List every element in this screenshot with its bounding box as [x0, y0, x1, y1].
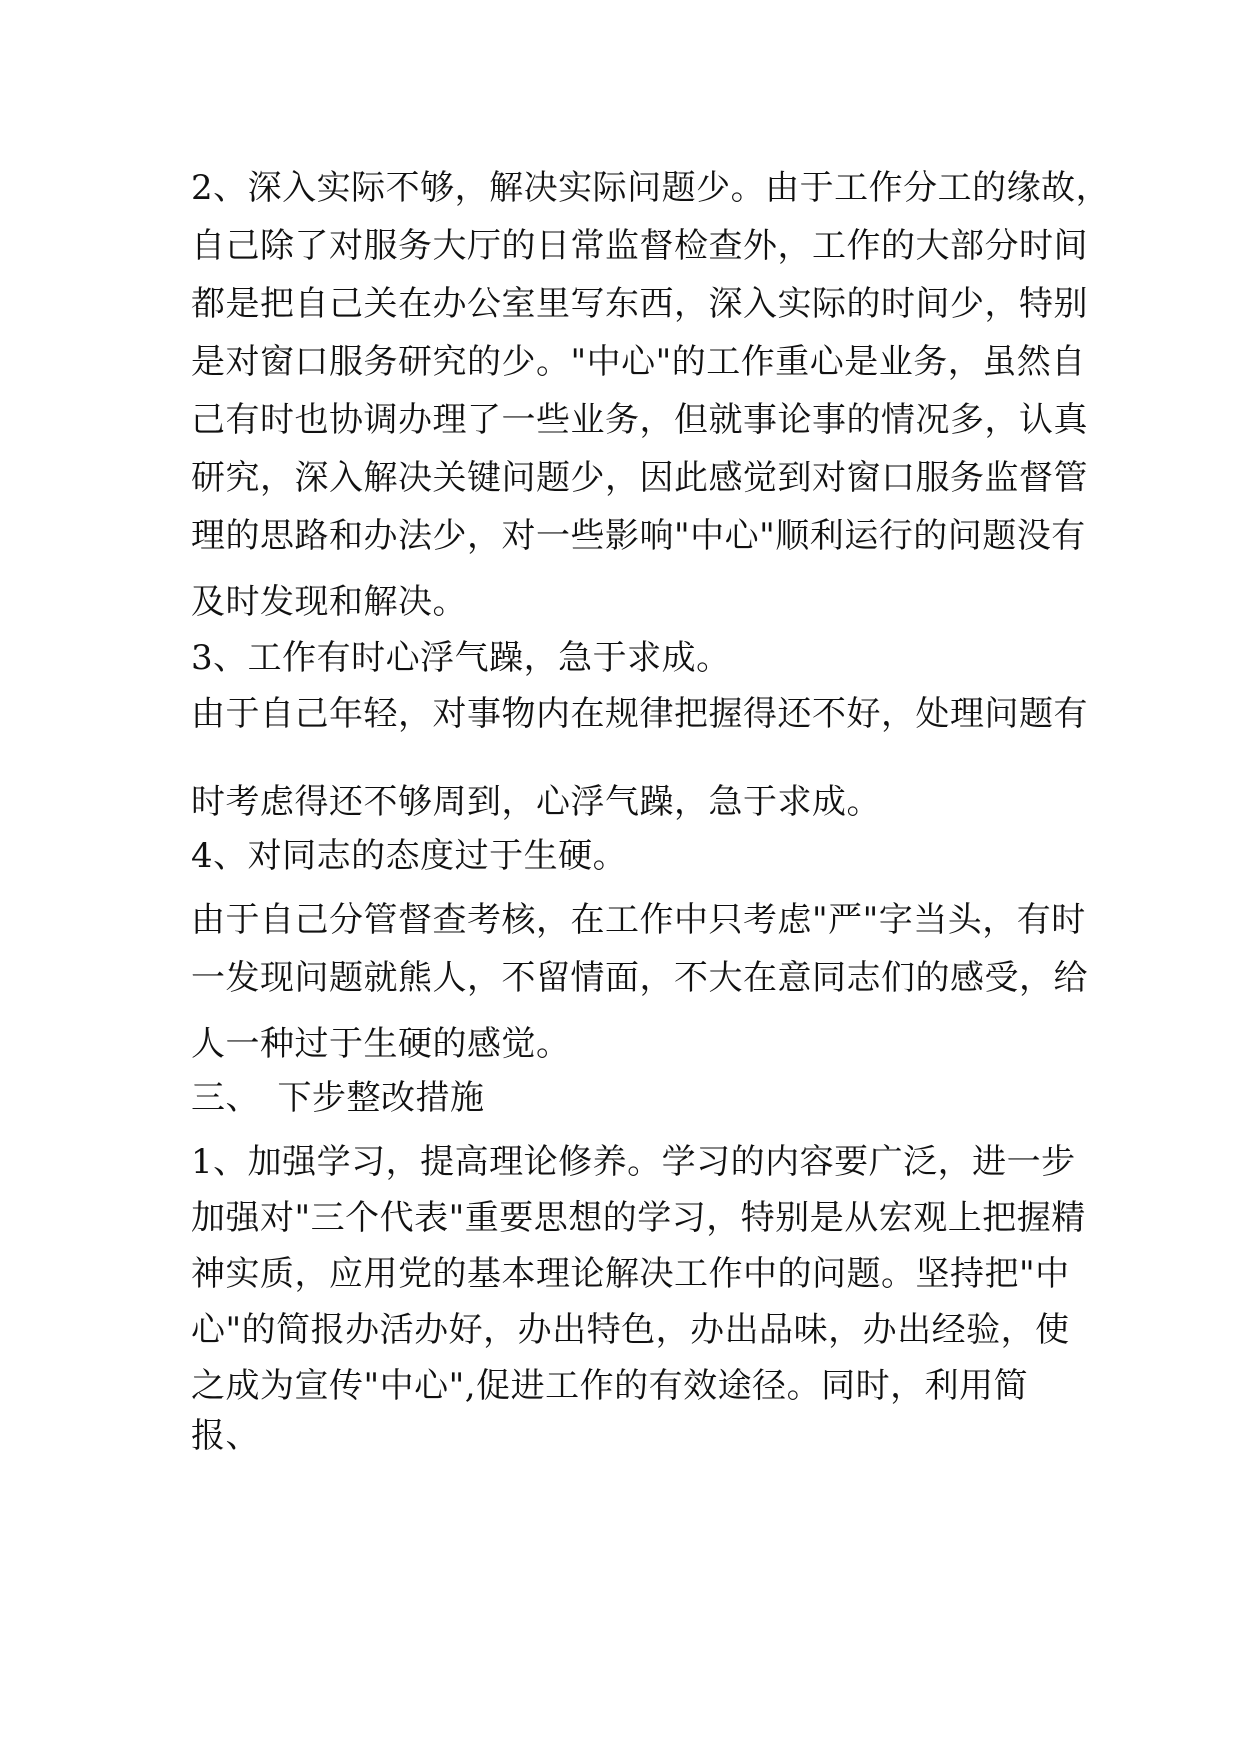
paragraph-line: 1、加强学习，提高理论修养。学习的内容要广泛，进一步 [191, 1142, 1076, 1182]
paragraph-line: 理的思路和办法少，对一些影响"中心"顺利运行的问题没有 [191, 516, 1086, 556]
paragraph-line: 心"的简报办活办好，办出特色，办出品味，办出经验，使 [191, 1310, 1070, 1350]
section-heading: 3、工作有时心浮气躁，急于求成。 [191, 638, 731, 678]
paragraph-line: 自己除了对服务大厅的日常监督检查外，工作的大部分时间 [191, 226, 1088, 266]
paragraph-line: 都是把自己关在办公室里写东西，深入实际的时间少，特别 [191, 284, 1088, 324]
paragraph-line: 己有时也协调办理了一些业务，但就事论事的情况多，认真 [191, 400, 1088, 440]
paragraph-line: 是对窗口服务研究的少。"中心"的工作重心是业务，虽然自 [191, 342, 1086, 382]
paragraph-line: 一发现问题就熊人，不留情面，不大在意同志们的感受，给 [191, 958, 1088, 998]
paragraph-line: 2、深入实际不够，解决实际问题少。由于工作分工的缘故， [191, 168, 1111, 208]
paragraph-line: 由于自己分管督查考核，在工作中只考虑"严"字当头，有时 [191, 900, 1086, 940]
section-heading: 三、 下步整改措施 [191, 1078, 485, 1118]
paragraph-line: 神实质，应用党的基本理论解决工作中的问题。坚持把"中 [191, 1254, 1070, 1294]
paragraph-line: 及时发现和解决。 [191, 582, 467, 622]
section-heading: 4、对同志的态度过于生硬。 [191, 836, 628, 876]
paragraph-line: 报、 [191, 1416, 260, 1456]
paragraph-line: 之成为宣传"中心",促进工作的有效途径。同时，利用简 [191, 1366, 1029, 1406]
paragraph-line: 时考虑得还不够周到，心浮气躁，急于求成。 [191, 782, 881, 822]
paragraph-line: 研究，深入解决关键问题少，因此感觉到对窗口服务监督管 [191, 458, 1088, 498]
paragraph-line: 人一种过于生硬的感觉。 [191, 1024, 571, 1064]
paragraph-line: 加强对"三个代表"重要思想的学习，特别是从宏观上把握精 [191, 1198, 1086, 1238]
paragraph-line: 由于自己年轻，对事物内在规律把握得还不好，处理问题有 [191, 694, 1088, 734]
